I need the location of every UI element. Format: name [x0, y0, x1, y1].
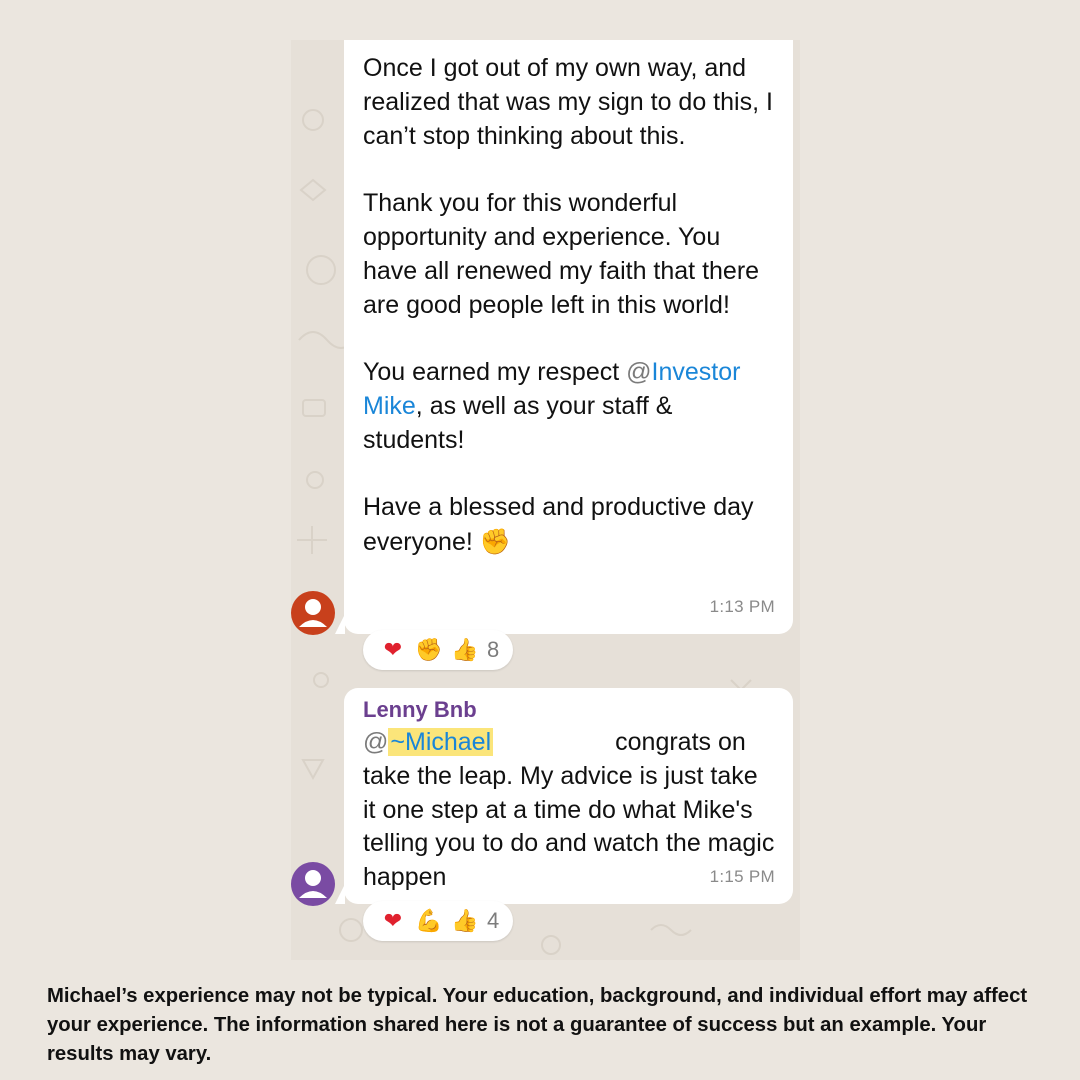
reaction-count: 8	[487, 637, 500, 662]
mention-michael[interactable]: ~Michael	[390, 728, 492, 756]
mention-investor-mike[interactable]: Investor Mike	[363, 358, 741, 420]
message-bubble-2[interactable]	[344, 688, 793, 904]
message-1-paragraph-4	[363, 491, 775, 560]
mention-at-sign: @	[626, 358, 652, 387]
flexed-biceps-reaction-icon: 💪	[415, 908, 443, 934]
message-1-paragraph-1: Once I got out of my own way, and realized that was my sign to do this, I can’t stop thinking about this.	[363, 54, 773, 150]
message-2-text: take the leap. My advice is just take it one step at a time do what Mike's telling you to do and watch the magic happen	[363, 761, 775, 892]
reaction-count: 4	[487, 908, 500, 933]
avatar-user-1[interactable]	[291, 591, 335, 635]
message-2-text-after-mention: congrats on	[615, 728, 746, 756]
closing-text: Have a blessed and productive day everyone!	[363, 493, 754, 557]
chat-panel	[291, 40, 800, 960]
thumbs-up-reaction-icon: 👍	[451, 637, 479, 663]
fist-reaction-icon: ✊	[415, 637, 443, 663]
reactions-bar-1[interactable]	[363, 630, 513, 670]
avatar-user-2[interactable]	[291, 862, 335, 906]
message-2-timestamp: 1:15 PM	[709, 867, 775, 887]
message-bubble-1[interactable]	[344, 40, 793, 634]
respect-text-after: , as well as your staff & students!	[363, 391, 673, 454]
message-2-first-line	[363, 726, 775, 760]
fist-bump-emoji-icon: ✊	[479, 527, 511, 557]
disclaimer-text: Michael’s experience may not be typical. Your education, background, and individual effort may affect your experience. The information shared here is not a guarantee of success but an example. Your results may vary.	[47, 985, 1028, 1065]
message-1-paragraph-3	[363, 356, 775, 457]
heart-reaction-icon: ❤	[383, 908, 403, 934]
heart-reaction-icon: ❤	[383, 637, 403, 663]
message-1-timestamp: 1:13 PM	[709, 597, 775, 617]
person-icon	[291, 591, 335, 635]
sender-name[interactable]: Lenny Bnb	[363, 697, 477, 722]
reactions-bar-2[interactable]	[363, 901, 513, 941]
thumbs-up-reaction-icon: 👍	[451, 908, 479, 934]
respect-text: You earned my respect	[363, 358, 627, 387]
message-1-paragraph-2: Thank you for this wonderful opportunity and experience. You have all renewed my faith that there are good people left in this world!	[363, 189, 760, 319]
mention-at-sign: @	[363, 728, 389, 756]
person-icon	[291, 862, 335, 906]
